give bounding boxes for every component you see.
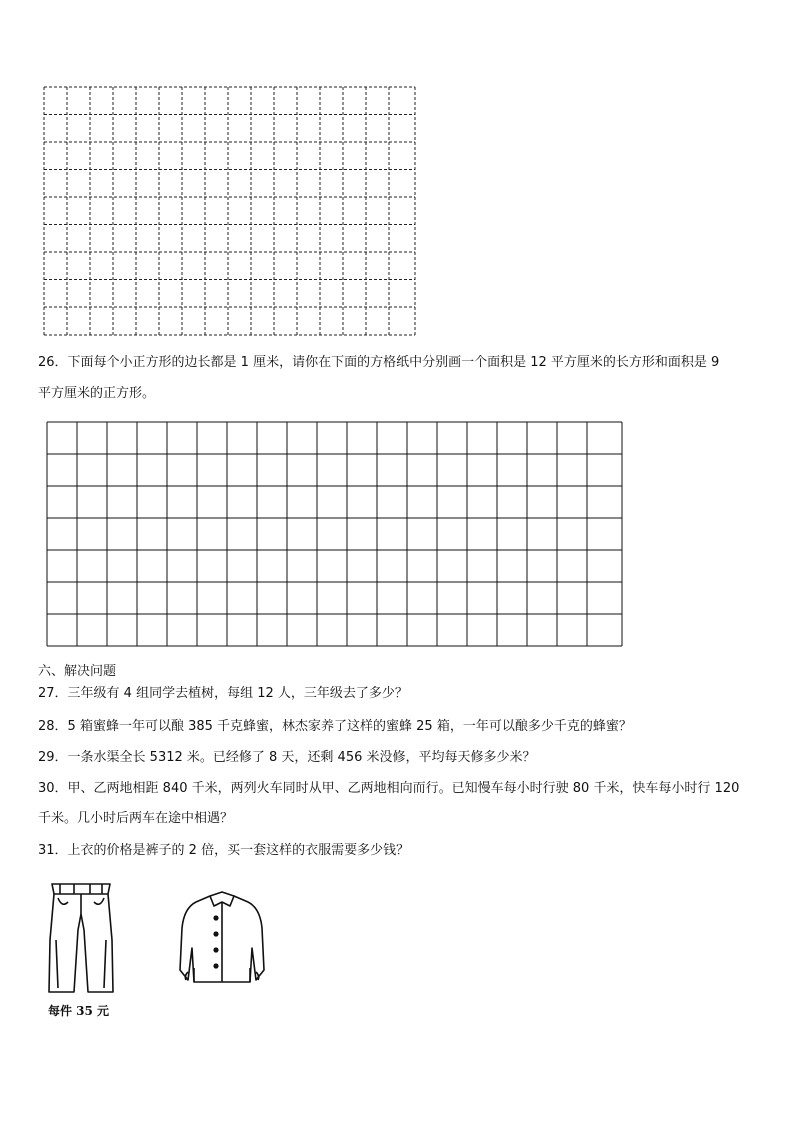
question-26-line-2: 平方厘米的正方形。	[38, 386, 156, 401]
question-29: 29．一条水渠全长 5312 米。已经修了 8 天，还剩 456 米没修，平均每天修多少米？	[38, 750, 536, 765]
question-28: 28．5 箱蜜蜂一年可以酿 385 千克蜂蜜，林杰家养了这样的蜜蜂 25 箱，一年可以酿多少千克的蜂蜜？	[38, 719, 632, 734]
shirt-illustration	[172, 888, 272, 988]
square-grid-paper	[44, 420, 626, 650]
dashed-answer-grid	[40, 85, 420, 340]
question-30-line-1: 30．甲、乙两地相距 840 千米，两列火车同时从甲、乙两地相向而行。已知慢车每小时行驶 80 千米，快车每小时行 120	[38, 781, 740, 796]
question-27: 27．三年级有 4 组同学去植树，每组 12 人，三年级去了多少？	[38, 686, 408, 701]
pants-price-label: 每件 35 元	[48, 1004, 110, 1018]
question-31: 31．上衣的价格是裤子的 2 倍，买一套这样的衣服需要多少钱？	[38, 843, 410, 858]
section-title: 六、解决问题	[38, 664, 117, 679]
pants-illustration	[44, 880, 118, 998]
question-30-line-2: 千米。几小时后两车在途中相遇？	[38, 811, 234, 826]
question-26-line-1: 26．下面每个小正方形的边长都是 1 厘米，请你在下面的方格纸中分别画一个面积是 12 平方厘米的长方形和面积是 9	[38, 355, 720, 370]
